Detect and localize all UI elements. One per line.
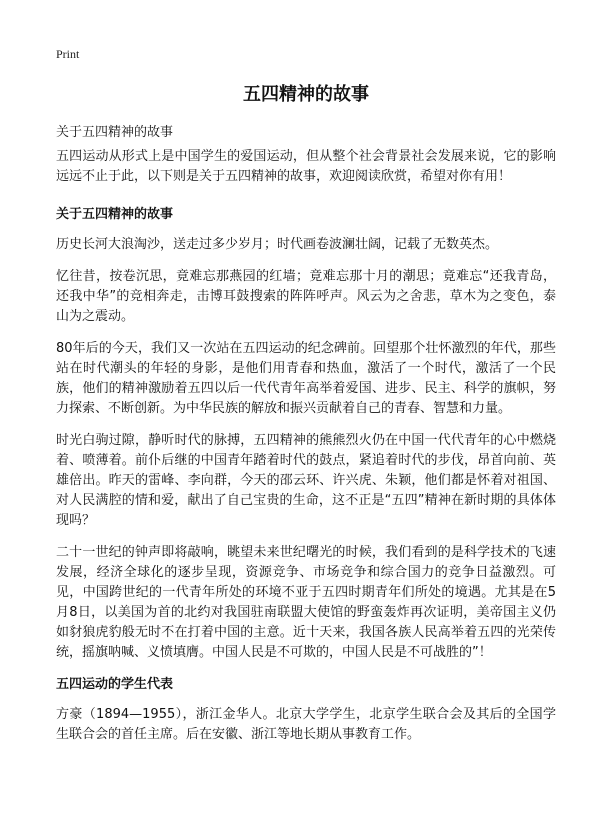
story-paragraph: 时光白驹过隙，静听时代的脉搏，五四精神的熊熊烈火仍在中国一代代青年的心中燃烧着、喷薄着。前仆后继的中国青年踏着时代的鼓点，紧追着时代的步伐，昂首向前、英雄倍出。昨天的雷峰、李向群，今天的邵云环、许兴虎、朱颖，他们都是怀着对祖国、对人民满腔的情和爱，献出了自己宝贵的生命，这不正是“五四”精神在新时期的具体体现吗？ (56, 433, 556, 528)
section-heading-representatives: 五四运动的学生代表 (56, 677, 174, 692)
print-link[interactable]: Print (56, 47, 80, 61)
article-subtitle: 关于五四精神的故事 (56, 125, 174, 140)
story-paragraph: 历史长河大浪淘沙，送走过多少岁月；时代画卷波澜壮阔，记载了无数英杰。 (56, 237, 499, 252)
article-body (56, 147, 556, 757)
story-paragraph: 二十一世纪的钟声即将敲响，眺望未来世纪曙光的时候，我们看到的是科学技术的飞速发展，经济全球化的逐步呈现，资源竞争、市场竞争和综合国力的竞争日益激烈。可见，中国跨世纪的一代青年所处的环境不亚于五四时期青年们所处的境遇。尤其是在5月8日，以美国为首的北约对我国驻南联盟大使馆的野蛮轰炸再次证明，美帝国主义仍如豺狼虎豹般无时不在打着中国的主意。近十天来，我国各族人民高举着五四的光荣传统，摇旗呐喊、义愤填膺。中国人民是不可欺的，中国人民是不可战胜的”！ (56, 545, 556, 660)
section-heading-story: 关于五四精神的故事 (56, 207, 174, 222)
page-title: 五四精神的故事 (243, 84, 369, 105)
story-paragraph: 80年后的今天，我们又一次站在五四运动的纪念碑前。回望那个壮怀激烈的年代，那些站在时代潮头的年轻的身影，是他们用青春和热血，激活了一个时代，激活了一个民族，他们的精神激励着五四以后一代代青年高举着爱国、进步、民主、科学的旗帜，努力探索、不断创新。为中华民族的解放和振兴贡献着自己的青春、智慧和力量。 (56, 341, 556, 416)
intro-paragraph: 五四运动从形式上是中国学生的爱国运动，但从整个社会背景社会发展来说，它的影响远远不止于此，以下则是关于五四精神的故事，欢迎阅读欣赏，希望对你有用！ (56, 149, 556, 184)
story-paragraph: 忆往昔，按卷沉思，竟难忘那燕园的红墙；竟难忘那十月的潮思；竟难忘“还我青岛，还我中华”的竞相奔走，击博耳鼓搜索的阵阵呼声。风云为之舍悲，草木为之变色，泰山为之震动。 (56, 269, 556, 324)
representative-paragraph: 方豪（1894—1955），浙江金华人。北京大学学生，北京学生联合会及其后的全国学生联合会的首任主席。后在安徽、浙江等地长期从事教育工作。 (56, 707, 556, 742)
